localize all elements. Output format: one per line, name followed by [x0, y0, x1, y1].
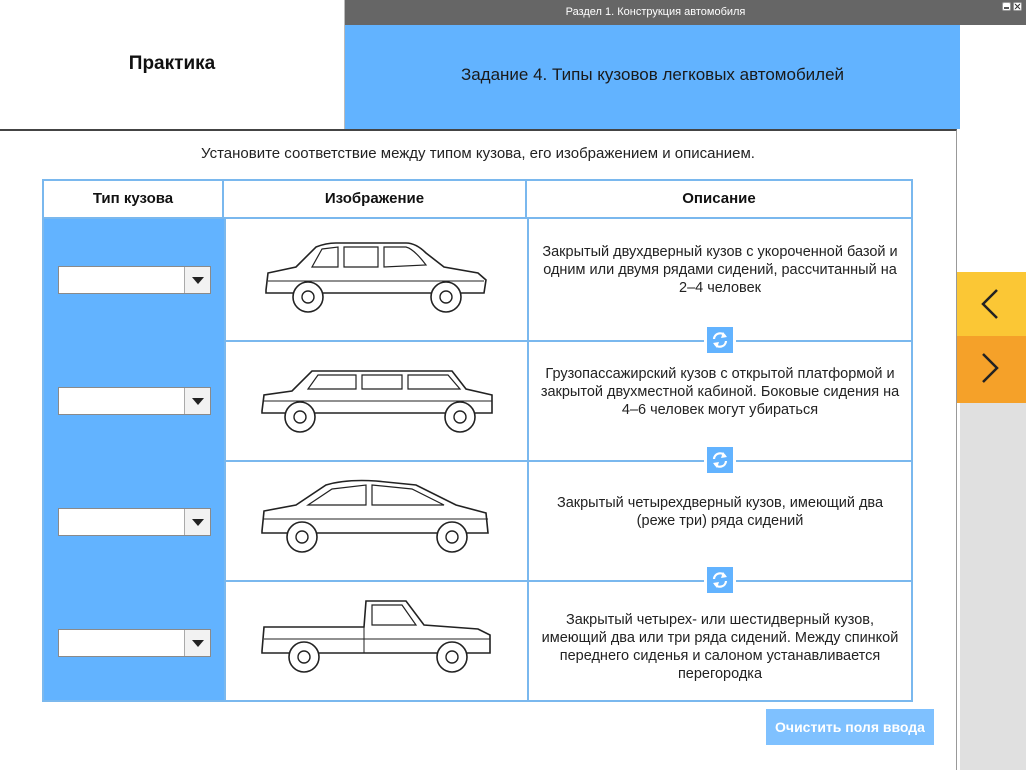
header-description: Описание [527, 181, 911, 219]
limousine-car-drawing [256, 355, 496, 445]
task-title: Задание 4. Типы кузовов легковых автомобилей [460, 65, 845, 84]
task-header [345, 25, 960, 129]
swap-button-3[interactable] [704, 564, 736, 596]
pickup-car-drawing [256, 595, 496, 685]
instruction-text: Установите соответствие между типом кузова, его изображением и описанием. [201, 145, 755, 162]
chevron-down-icon[interactable] [184, 267, 210, 293]
swap-button-2[interactable] [704, 444, 736, 476]
body-type-select-1[interactable] [58, 266, 211, 294]
chevron-right-icon [979, 352, 1001, 384]
practice-title: Практика [128, 53, 216, 74]
window-title: Раздел 1. Конструкция автомобиля [565, 6, 746, 18]
practice-header [0, 0, 345, 129]
body-type-select-2[interactable] [58, 387, 211, 415]
header-image: Изображение [224, 181, 527, 219]
right-sidebar-top [960, 25, 1026, 272]
matching-table [42, 179, 913, 702]
swap-button-1[interactable] [704, 324, 736, 356]
minimize-icon[interactable] [1002, 2, 1011, 11]
prev-button[interactable] [957, 272, 1026, 336]
description-1: Закрытый двухдверный кузов с укороченной базой и одним или двумя рядами сидений, рассчитанный на 2–4 человек [542, 244, 898, 296]
swap-arrows-icon [710, 330, 730, 350]
swap-arrows-icon [710, 570, 730, 590]
chevron-down-icon[interactable] [184, 630, 210, 656]
swap-arrows-icon [710, 450, 730, 470]
car-image-4 [226, 581, 527, 700]
car-image-1 [226, 221, 527, 340]
description-4: Закрытый четырех- или шестидверный кузов, имеющий два или три ряда сидений. Между спинкой переднего сиденья и салоном устанавливается перегородка [541, 612, 899, 682]
close-icon[interactable] [1013, 2, 1022, 11]
clear-inputs-button[interactable]: Очистить поля ввода [766, 709, 934, 745]
header-type: Тип кузова [44, 181, 224, 219]
car-image-3 [226, 461, 527, 580]
body-type-select-4[interactable] [58, 629, 211, 657]
car-image-2 [226, 341, 527, 460]
coupe-car-drawing [256, 235, 496, 325]
fastback-car-drawing [256, 475, 496, 565]
description-3: Закрытый четырехдверный кузов, имеющий два (реже три) ряда сидений [556, 495, 884, 529]
content-panel [0, 129, 957, 770]
chevron-down-icon[interactable] [184, 388, 210, 414]
window-titlebar [345, 0, 1026, 25]
chevron-left-icon [979, 288, 1001, 320]
next-button[interactable] [957, 336, 1026, 403]
body-type-select-3[interactable] [58, 508, 211, 536]
chevron-down-icon[interactable] [184, 509, 210, 535]
description-2: Грузопассажирский кузов с открытой платформой и закрытой двухместной кабиной. Боковые сидения на 4–6 человек могут убираться [540, 366, 900, 418]
